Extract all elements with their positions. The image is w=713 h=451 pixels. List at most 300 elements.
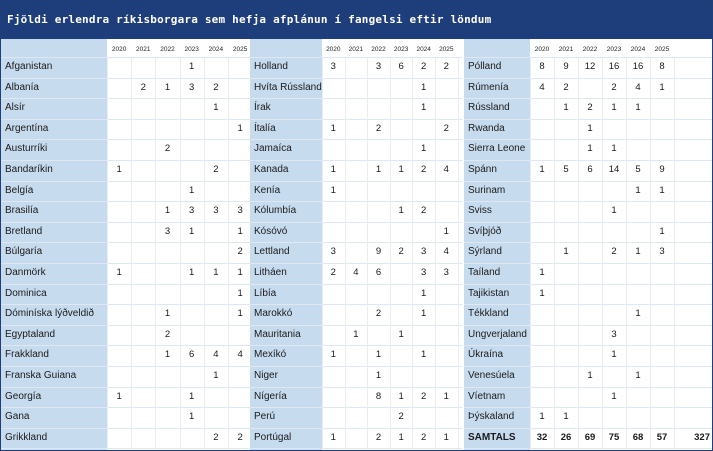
country-name: Ítalía: [254, 122, 276, 134]
table-cell: 1: [563, 411, 569, 423]
table-cell: [602, 263, 626, 283]
table-cell: 2: [237, 431, 243, 443]
table-cell: [390, 222, 413, 242]
table-cell: 2: [563, 81, 569, 93]
table-cell: 1: [563, 246, 569, 258]
table-cell: 2: [164, 328, 171, 340]
table-cell: 1: [635, 102, 641, 114]
country-name: Frakkland: [5, 349, 49, 361]
country-name: Niger: [254, 370, 278, 381]
table-cell: [626, 345, 650, 365]
table-cell: [345, 201, 368, 221]
table-cell: [131, 119, 155, 139]
table-cell: 1: [659, 184, 665, 196]
table-cell: 1: [563, 102, 569, 114]
table-cell: [367, 139, 390, 159]
table-cell: [322, 304, 345, 324]
table-cell: 2: [375, 308, 382, 320]
table-cell: [131, 160, 155, 180]
table-cell: [131, 407, 155, 427]
table-cell: [390, 139, 413, 159]
country-name: Hvíta Rússland: [254, 81, 322, 93]
table-cell: [435, 366, 458, 386]
year-header: 2023: [393, 46, 409, 53]
table-cell: [626, 222, 650, 242]
table-cell: [131, 201, 155, 221]
country-name: Belgía: [5, 184, 34, 196]
country-name: Dóminíska lýðveldið: [5, 308, 94, 320]
table-cell: 8: [539, 61, 545, 72]
table-cell: 6: [375, 267, 382, 278]
table-cell: 3: [164, 225, 171, 237]
table-cell: [578, 201, 602, 221]
table-cell: 4: [539, 81, 545, 93]
year-header: 2023: [606, 46, 622, 53]
table-cell: 5: [563, 164, 569, 175]
year-header: 2025: [439, 46, 454, 53]
grid-line: [674, 57, 675, 448]
table-cell: 1: [611, 102, 617, 114]
table-cell: [131, 242, 155, 262]
table-cell: [228, 387, 252, 407]
country-name: Tékkland: [468, 308, 509, 320]
table-cell: [107, 366, 131, 386]
table-cell: [412, 407, 435, 427]
table-cell: 2: [587, 102, 593, 114]
table-cell: 2: [398, 411, 404, 423]
table-cell: 1: [330, 122, 336, 134]
country-name: Ungverjaland: [468, 328, 527, 340]
table-cell: [345, 407, 368, 427]
table-cell: [345, 98, 368, 118]
table-cell: 1: [189, 411, 195, 423]
table-cell: [626, 407, 650, 427]
total-cell: 75: [608, 431, 620, 443]
table-cell: [345, 428, 368, 448]
table-cell: 1: [213, 102, 219, 114]
country-name: Alsír: [5, 102, 25, 114]
table-cell: 3: [375, 61, 382, 72]
table-cell: [390, 119, 413, 139]
table-block-1: [1, 39, 256, 450]
table-cell: 2: [421, 205, 427, 217]
year-header: 2024: [416, 46, 431, 53]
country-name: Úkraína: [468, 349, 504, 361]
table-cell: 3: [443, 267, 449, 278]
table-cell: [131, 181, 155, 201]
table-cell: [650, 387, 674, 407]
table-cell: [650, 98, 674, 118]
table-cell: [322, 284, 345, 304]
table-cell: 2: [213, 81, 219, 93]
total-label: SAMTALS: [468, 431, 516, 443]
table-cell: [131, 222, 155, 242]
table-cell: 2: [611, 246, 617, 258]
country-name: Írak: [254, 102, 271, 114]
table-cell: [650, 304, 674, 324]
table-cell: [412, 181, 435, 201]
table-cell: [180, 304, 204, 324]
table-cell: [180, 139, 204, 159]
table-cell: [390, 78, 413, 98]
table-cell: [412, 325, 435, 345]
table-cell: [155, 407, 179, 427]
table-cell: [107, 98, 131, 118]
table-cell: [322, 78, 345, 98]
table-cell: [155, 160, 179, 180]
country-name: Víetnam: [468, 390, 506, 402]
table-cell: 1: [189, 61, 195, 72]
table-cell: [367, 222, 390, 242]
table-cell: 1: [635, 246, 641, 258]
table-cell: [367, 325, 390, 345]
table-cell: [435, 181, 458, 201]
table-cell: [204, 242, 228, 262]
table-cell: [650, 345, 674, 365]
title-bar: [1, 1, 712, 39]
table-cell: [578, 284, 602, 304]
table-cell: [204, 284, 228, 304]
table-cell: [228, 407, 252, 427]
table-cell: [602, 284, 626, 304]
table-cell: [180, 119, 204, 139]
table-cell: 1: [539, 267, 545, 278]
table-cell: [131, 345, 155, 365]
table-cell: [650, 263, 674, 283]
table-cell: [530, 139, 554, 159]
country-name: Svíþjóð: [468, 225, 502, 237]
table-cell: [554, 366, 578, 386]
table-cell: [626, 139, 650, 159]
table-cell: [554, 201, 578, 221]
table-cell: [367, 284, 390, 304]
table-cell: 1: [213, 370, 219, 381]
table-cell: [578, 242, 602, 262]
table-cell: [204, 139, 228, 159]
country-name: Franska Guiana: [5, 370, 77, 381]
table-cell: [650, 119, 674, 139]
table-cell: [345, 222, 368, 242]
table-cell: [322, 98, 345, 118]
table-cell: [530, 181, 554, 201]
table-cell: [180, 160, 204, 180]
table-cell: 2: [421, 431, 427, 443]
table-cell: 1: [587, 143, 593, 155]
total-cell: 32: [536, 431, 548, 443]
year-header: 2022: [582, 46, 598, 53]
table-cell: 1: [164, 81, 171, 93]
table-cell: [530, 222, 554, 242]
table-cell: [435, 407, 458, 427]
grand-total: 327: [694, 431, 710, 443]
table-cell: 1: [353, 328, 359, 340]
table-cell: 1: [635, 308, 641, 320]
table-cell: [107, 57, 131, 77]
table-cell: [107, 345, 131, 365]
table-cell: [345, 119, 368, 139]
table-cell: [578, 181, 602, 201]
table-cell: [602, 181, 626, 201]
table-cell: 1: [237, 225, 243, 237]
table-cell: [345, 57, 368, 77]
table-cell: [155, 98, 179, 118]
table-cell: 1: [539, 411, 545, 423]
table-cell: 1: [421, 143, 427, 155]
table-cell: [107, 139, 131, 159]
table-cell: 1: [189, 267, 195, 278]
table-cell: 1: [237, 267, 243, 278]
grid-line: [458, 57, 459, 448]
table-cell: [107, 181, 131, 201]
table-cell: 2: [421, 61, 427, 72]
table-cell: 1: [443, 390, 449, 402]
table-cell: 3: [189, 81, 195, 93]
table-cell: [530, 304, 554, 324]
table-cell: [390, 366, 413, 386]
table-cell: [322, 407, 345, 427]
table-cell: [554, 119, 578, 139]
table-cell: [530, 387, 554, 407]
table-cell: 1: [398, 328, 404, 340]
table-cell: [626, 284, 650, 304]
table-cell: 1: [611, 143, 617, 155]
table-cell: [554, 263, 578, 283]
table-cell: 16: [608, 61, 620, 72]
total-cell: 57: [656, 431, 668, 443]
table-cell: [367, 201, 390, 221]
table-cell: [131, 57, 155, 77]
country-name: Mauritania: [254, 328, 301, 340]
table-cell: 1: [116, 390, 122, 402]
year-header: 2020: [111, 46, 127, 53]
table-cell: [155, 284, 179, 304]
table-cell: [435, 325, 458, 345]
table-cell: [554, 304, 578, 324]
table-cell: [650, 325, 674, 345]
table-cell: [228, 57, 252, 77]
table-cell: [530, 366, 554, 386]
table-cell: [530, 345, 554, 365]
table-cell: [435, 98, 458, 118]
table-cell: 4: [213, 349, 219, 361]
country-name: Sýrland: [468, 246, 502, 258]
table-cell: 14: [608, 164, 620, 175]
table-cell: [554, 222, 578, 242]
table-cell: 2: [421, 164, 427, 175]
table-cell: 2: [398, 246, 404, 258]
grid-line: [464, 448, 712, 449]
table-cell: [155, 428, 179, 448]
country-name: Lettland: [254, 246, 290, 258]
table-cell: [322, 387, 345, 407]
table-cell: [131, 428, 155, 448]
table-cell: 4: [635, 81, 641, 93]
table-cell: 1: [164, 205, 171, 217]
table-cell: 3: [237, 205, 243, 217]
table-cell: 9: [659, 164, 665, 175]
table-cell: 1: [398, 205, 404, 217]
table-cell: 1: [539, 164, 545, 175]
table-cell: 2: [330, 267, 336, 278]
table-cell: [578, 407, 602, 427]
country-name: Kólumbía: [254, 205, 297, 217]
country-name: Líbía: [254, 287, 277, 299]
table-cell: 4: [443, 164, 449, 175]
table-cell: [345, 366, 368, 386]
total-cell: 26: [560, 431, 572, 443]
country-name: Surinam: [468, 184, 506, 196]
table-cell: [180, 366, 204, 386]
country-name: Jamaíca: [254, 143, 292, 155]
table-cell: 2: [611, 81, 617, 93]
page-title: Fjöldi erlendra ríkisborgara sem hefja afplánun í fangelsi eftir löndum: [7, 13, 492, 26]
table-cell: [228, 181, 252, 201]
table-cell: 3: [659, 246, 665, 258]
table-cell: [345, 242, 368, 262]
table-cell: 1: [398, 164, 404, 175]
table-cell: [390, 284, 413, 304]
country-name: Kenía: [254, 184, 281, 196]
table-cell: [155, 387, 179, 407]
country-name: Búlgaría: [5, 246, 43, 258]
table-cell: [367, 407, 390, 427]
grid-line: [250, 448, 462, 449]
table-cell: [530, 98, 554, 118]
table-cell: 1: [375, 349, 382, 361]
table-cell: 4: [237, 349, 243, 361]
country-name: Grikkland: [5, 431, 48, 443]
table-cell: 6: [189, 349, 195, 361]
table-cell: [131, 139, 155, 159]
table-cell: [322, 201, 345, 221]
table-cell: 1: [116, 267, 122, 278]
table-cell: [107, 325, 131, 345]
table-cell: [345, 139, 368, 159]
country-name: Venesúela: [468, 370, 515, 381]
table-cell: [602, 222, 626, 242]
table-cell: [578, 345, 602, 365]
table-cell: [180, 428, 204, 448]
table-cell: [626, 201, 650, 221]
table-cell: [131, 263, 155, 283]
year-header: 2025: [654, 46, 670, 53]
table-cell: 1: [237, 122, 243, 134]
table-cell: [155, 263, 179, 283]
country-name: Perú: [254, 411, 276, 423]
country-name: Albanía: [5, 81, 39, 93]
table-cell: [435, 139, 458, 159]
table-cell: [107, 119, 131, 139]
table-cell: 1: [587, 122, 593, 134]
table-cell: 1: [330, 164, 336, 175]
table-cell: [554, 387, 578, 407]
year-header: 2024: [208, 46, 224, 53]
table-cell: [554, 181, 578, 201]
year-header: 2021: [348, 46, 364, 53]
table-cell: [530, 119, 554, 139]
table-cell: [180, 242, 204, 262]
table-cell: [155, 181, 179, 201]
table-cell: 1: [189, 390, 195, 402]
table-cell: [650, 284, 674, 304]
table-cell: [530, 201, 554, 221]
table-cell: [578, 78, 602, 98]
table-cell: 1: [443, 431, 449, 443]
table-cell: [367, 181, 390, 201]
table-cell: 1: [421, 308, 427, 320]
country-name: Afganistan: [5, 61, 53, 72]
table-cell: [412, 222, 435, 242]
table-cell: [345, 387, 368, 407]
country-name: Holland: [254, 61, 288, 72]
table-cell: 1: [189, 225, 195, 237]
table-cell: 3: [330, 246, 336, 258]
table-cell: [554, 139, 578, 159]
table-cell: 2: [213, 431, 219, 443]
table-cell: 1: [635, 184, 641, 196]
table-cell: [204, 119, 228, 139]
table-cell: 1: [659, 225, 665, 237]
table-cell: [228, 98, 252, 118]
table-cell: [602, 119, 626, 139]
table-cell: [554, 345, 578, 365]
table-cell: [204, 57, 228, 77]
table-cell: [107, 201, 131, 221]
total-cell: 69: [584, 431, 596, 443]
year-header: 2021: [136, 46, 151, 53]
table-cell: 9: [563, 61, 569, 72]
table-cell: [107, 242, 131, 262]
table-cell: 3: [213, 205, 219, 217]
year-header: 2023: [184, 46, 199, 53]
table-cell: [554, 325, 578, 345]
table-cell: [578, 325, 602, 345]
table-cell: 3: [611, 328, 617, 340]
year-header: 2022: [160, 46, 175, 53]
table-cell: 1: [237, 308, 243, 320]
table-cell: [390, 345, 413, 365]
table-cell: 1: [421, 81, 427, 93]
table-cell: 1: [611, 390, 617, 402]
table-cell: [322, 139, 345, 159]
year-header: 2024: [630, 46, 646, 53]
table-cell: [626, 119, 650, 139]
table-cell: 16: [632, 61, 644, 72]
table-cell: [390, 263, 413, 283]
table-cell: [228, 160, 252, 180]
table-cell: 2: [140, 81, 146, 93]
table-cell: [228, 139, 252, 159]
table-cell: [228, 78, 252, 98]
table-cell: 2: [164, 143, 171, 155]
country-name: Argentína: [5, 122, 49, 134]
table-cell: [155, 242, 179, 262]
table-cell: 2: [443, 61, 449, 72]
table-cell: 3: [421, 267, 427, 278]
table-cell: [435, 201, 458, 221]
table-cell: 1: [421, 102, 427, 114]
table-cell: 3: [330, 61, 336, 72]
table-cell: [435, 304, 458, 324]
table-cell: [107, 304, 131, 324]
table-cell: [650, 366, 674, 386]
year-header: 2020: [326, 46, 341, 53]
table-cell: [180, 98, 204, 118]
table-cell: 1: [611, 349, 617, 361]
table-cell: [107, 284, 131, 304]
table-cell: [602, 304, 626, 324]
table-cell: [390, 181, 413, 201]
